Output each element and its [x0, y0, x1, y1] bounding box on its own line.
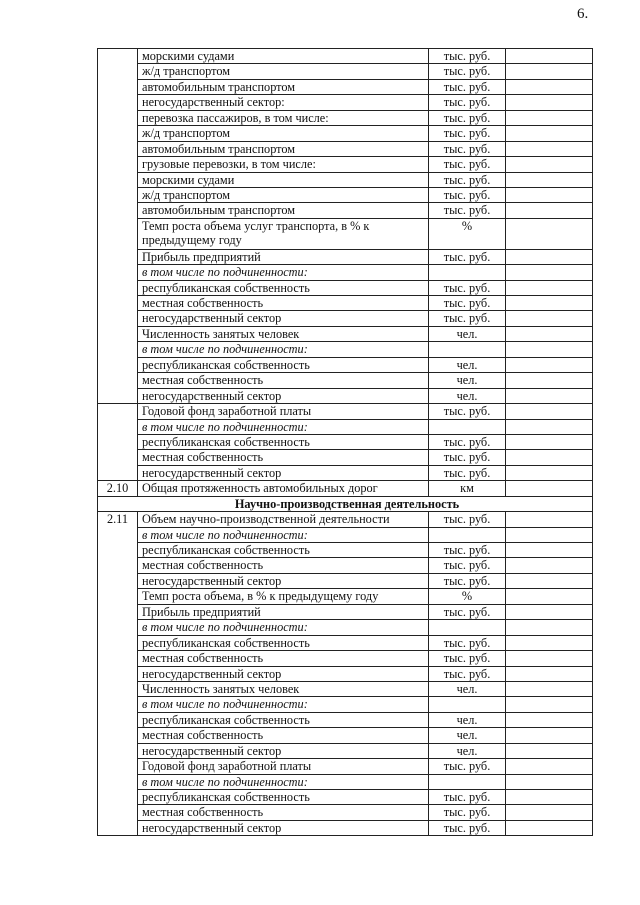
table-row	[98, 558, 593, 573]
indicator-name: негосударственный сектор	[138, 820, 429, 835]
unit-cell: тыс. руб.	[429, 187, 506, 202]
value-cell[interactable]	[506, 373, 593, 388]
value-cell[interactable]	[506, 404, 593, 419]
indicator-name: Общая протяженность автомобильных дорог	[138, 481, 429, 496]
unit-cell: тыс. руб.	[429, 805, 506, 820]
indicator-name: морскими судами	[138, 49, 429, 64]
section-header-row	[98, 496, 593, 511]
table-row	[98, 187, 593, 202]
table-row	[98, 820, 593, 835]
value-cell[interactable]	[506, 805, 593, 820]
value-cell[interactable]	[506, 527, 593, 542]
table-row	[98, 110, 593, 125]
indicator-name: местная собственность	[138, 728, 429, 743]
section-title: Научно-производственная деятельность	[98, 496, 593, 511]
unit-cell: тыс. руб.	[429, 512, 506, 527]
value-cell[interactable]	[506, 635, 593, 650]
table-row	[98, 651, 593, 666]
unit-cell: тыс. руб.	[429, 450, 506, 465]
value-cell[interactable]	[506, 681, 593, 696]
indicator-name: Прибыль предприятий	[138, 249, 429, 264]
value-cell[interactable]	[506, 296, 593, 311]
unit-cell: тыс. руб.	[429, 64, 506, 79]
table-row	[98, 604, 593, 619]
table-row	[98, 296, 593, 311]
indicator-name: местная собственность	[138, 450, 429, 465]
indicator-name: местная собственность	[138, 558, 429, 573]
unit-cell: чел.	[429, 712, 506, 727]
table-row	[98, 434, 593, 449]
unit-cell: чел.	[429, 743, 506, 758]
value-cell[interactable]	[506, 434, 593, 449]
unit-cell	[429, 265, 506, 280]
unit-cell: тыс. руб.	[429, 79, 506, 94]
page-number: 6.	[577, 6, 589, 22]
value-cell[interactable]	[506, 187, 593, 202]
unit-cell: тыс. руб.	[429, 95, 506, 110]
table-row	[98, 342, 593, 357]
item-number: 2.10	[98, 481, 138, 496]
value-cell[interactable]	[506, 589, 593, 604]
indicator-name: негосударственный сектор	[138, 666, 429, 681]
unit-cell: %	[429, 218, 506, 249]
value-cell[interactable]	[506, 728, 593, 743]
indicator-name: в том числе по подчиненности:	[138, 527, 429, 542]
table-row	[98, 512, 593, 527]
table-row	[98, 681, 593, 696]
table-row	[98, 280, 593, 295]
table-row	[98, 774, 593, 789]
indicator-name: местная собственность	[138, 805, 429, 820]
value-cell[interactable]	[506, 790, 593, 805]
indicator-name: республиканская собственность	[138, 434, 429, 449]
indicator-name: местная собственность	[138, 296, 429, 311]
table-row	[98, 404, 593, 419]
unit-cell: тыс. руб.	[429, 558, 506, 573]
value-cell[interactable]	[506, 157, 593, 172]
value-cell[interactable]	[506, 712, 593, 727]
unit-cell: тыс. руб.	[429, 296, 506, 311]
unit-cell: тыс. руб.	[429, 651, 506, 666]
value-cell[interactable]	[506, 450, 593, 465]
table-row	[98, 790, 593, 805]
table-row	[98, 79, 593, 94]
table-row	[98, 666, 593, 681]
indicator-name: республиканская собственность	[138, 712, 429, 727]
unit-cell: тыс. руб.	[429, 249, 506, 264]
indicator-name: в том числе по подчиненности:	[138, 419, 429, 434]
indicator-name: негосударственный сектор	[138, 573, 429, 588]
value-cell[interactable]	[506, 419, 593, 434]
table-row	[98, 481, 593, 496]
indicator-name: в том числе по подчиненности:	[138, 774, 429, 789]
indicator-name: Годовой фонд заработной платы	[138, 404, 429, 419]
unit-cell	[429, 419, 506, 434]
indicator-name: грузовые перевозки, в том числе:	[138, 157, 429, 172]
value-cell[interactable]	[506, 820, 593, 835]
indicator-name: ж/д транспортом	[138, 187, 429, 202]
unit-cell: тыс. руб.	[429, 666, 506, 681]
table-row	[98, 203, 593, 218]
table-row	[98, 635, 593, 650]
value-cell[interactable]	[506, 651, 593, 666]
value-cell[interactable]	[506, 543, 593, 558]
value-cell[interactable]	[506, 280, 593, 295]
table-row	[98, 728, 593, 743]
unit-cell: чел.	[429, 728, 506, 743]
value-cell[interactable]	[506, 743, 593, 758]
unit-cell: тыс. руб.	[429, 573, 506, 588]
unit-cell: км	[429, 481, 506, 496]
table-row	[98, 373, 593, 388]
value-cell[interactable]	[506, 465, 593, 480]
indicator-name: Темп роста объема, в % к предыдущему году	[138, 589, 429, 604]
value-cell[interactable]	[506, 357, 593, 372]
table-row	[98, 64, 593, 79]
indicator-name: республиканская собственность	[138, 790, 429, 805]
indicator-name: автомобильным транспортом	[138, 203, 429, 218]
value-cell[interactable]	[506, 666, 593, 681]
indicator-name: Численность занятых человек	[138, 681, 429, 696]
table-row	[98, 172, 593, 187]
value-cell[interactable]	[506, 604, 593, 619]
unit-cell: тыс. руб.	[429, 604, 506, 619]
indicator-name: в том числе по подчиненности:	[138, 620, 429, 635]
value-cell[interactable]	[506, 342, 593, 357]
indicators-table	[97, 48, 593, 836]
table-row	[98, 527, 593, 542]
value-cell[interactable]	[506, 49, 593, 64]
unit-cell: тыс. руб.	[429, 790, 506, 805]
indicator-name: автомобильным транспортом	[138, 79, 429, 94]
unit-cell: тыс. руб.	[429, 49, 506, 64]
unit-cell: тыс. руб.	[429, 820, 506, 835]
indicator-name: Прибыль предприятий	[138, 604, 429, 619]
value-cell[interactable]	[506, 64, 593, 79]
value-cell[interactable]	[506, 141, 593, 156]
value-cell[interactable]	[506, 218, 593, 249]
value-cell[interactable]	[506, 326, 593, 341]
value-cell[interactable]	[506, 79, 593, 94]
table-row	[98, 95, 593, 110]
table-row	[98, 326, 593, 341]
indicator-name: Численность занятых человек	[138, 326, 429, 341]
unit-cell	[429, 774, 506, 789]
indicator-name: местная собственность	[138, 373, 429, 388]
indicator-name: Годовой фонд заработной платы	[138, 759, 429, 774]
indicator-name: негосударственный сектор	[138, 743, 429, 758]
table-row	[98, 49, 593, 64]
table-row	[98, 141, 593, 156]
value-cell[interactable]	[506, 95, 593, 110]
value-cell[interactable]	[506, 512, 593, 527]
value-cell[interactable]	[506, 311, 593, 326]
item-number: 2.11	[98, 512, 138, 836]
unit-cell: чел.	[429, 681, 506, 696]
indicator-name: в том числе по подчиненности:	[138, 342, 429, 357]
unit-cell: чел.	[429, 388, 506, 403]
value-cell[interactable]	[506, 126, 593, 141]
value-cell[interactable]	[506, 774, 593, 789]
indicator-name: негосударственный сектор	[138, 388, 429, 403]
value-cell[interactable]	[506, 697, 593, 712]
value-cell[interactable]	[506, 759, 593, 774]
indicator-name: ж/д транспортом	[138, 126, 429, 141]
value-cell[interactable]	[506, 110, 593, 125]
value-cell[interactable]	[506, 388, 593, 403]
unit-cell: тыс. руб.	[429, 434, 506, 449]
indicator-name: автомобильным транспортом	[138, 141, 429, 156]
unit-cell: тыс. руб.	[429, 203, 506, 218]
unit-cell: тыс. руб.	[429, 543, 506, 558]
indicator-name: Объем научно-производственной деятельности	[138, 512, 429, 527]
indicator-name: республиканская собственность	[138, 280, 429, 295]
indicator-name: местная собственность	[138, 651, 429, 666]
unit-cell: тыс. руб.	[429, 311, 506, 326]
table-row	[98, 573, 593, 588]
value-cell[interactable]	[506, 172, 593, 187]
indicator-name: республиканская собственность	[138, 357, 429, 372]
table-row	[98, 126, 593, 141]
unit-cell	[429, 342, 506, 357]
table-row	[98, 805, 593, 820]
value-cell[interactable]	[506, 265, 593, 280]
table-row	[98, 620, 593, 635]
indicator-name: морскими судами	[138, 172, 429, 187]
unit-cell: тыс. руб.	[429, 280, 506, 295]
unit-cell	[429, 527, 506, 542]
table-row	[98, 543, 593, 558]
table-row	[98, 388, 593, 403]
unit-cell	[429, 697, 506, 712]
table-row	[98, 311, 593, 326]
unit-cell: чел.	[429, 326, 506, 341]
table-row	[98, 450, 593, 465]
table-row	[98, 759, 593, 774]
indicator-name: перевозка пассажиров, в том числе:	[138, 110, 429, 125]
value-cell[interactable]	[506, 481, 593, 496]
unit-cell: тыс. руб.	[429, 157, 506, 172]
indicator-name: негосударственный сектор	[138, 311, 429, 326]
value-cell[interactable]	[506, 249, 593, 264]
unit-cell: тыс. руб.	[429, 635, 506, 650]
unit-cell: тыс. руб.	[429, 759, 506, 774]
value-cell[interactable]	[506, 620, 593, 635]
table-row	[98, 697, 593, 712]
unit-cell: чел.	[429, 357, 506, 372]
unit-cell: тыс. руб.	[429, 126, 506, 141]
unit-cell: тыс. руб.	[429, 110, 506, 125]
indicator-name: негосударственный сектор	[138, 465, 429, 480]
table-row	[98, 357, 593, 372]
indicator-name: республиканская собственность	[138, 635, 429, 650]
unit-cell: чел.	[429, 373, 506, 388]
table-row	[98, 712, 593, 727]
table-row	[98, 157, 593, 172]
indicator-name: республиканская собственность	[138, 543, 429, 558]
indicator-name: негосударственный сектор:	[138, 95, 429, 110]
table-row	[98, 419, 593, 434]
indicator-name: Темп роста объема услуг транспорта, в % к предыдущему году	[138, 218, 429, 249]
unit-cell	[429, 620, 506, 635]
item-number	[98, 49, 138, 404]
unit-cell: тыс. руб.	[429, 172, 506, 187]
unit-cell: тыс. руб.	[429, 465, 506, 480]
table-row	[98, 249, 593, 264]
value-cell[interactable]	[506, 558, 593, 573]
item-number	[98, 404, 138, 481]
value-cell[interactable]	[506, 573, 593, 588]
indicator-name: ж/д транспортом	[138, 64, 429, 79]
unit-cell: тыс. руб.	[429, 141, 506, 156]
value-cell[interactable]	[506, 203, 593, 218]
indicator-name: в том числе по подчиненности:	[138, 265, 429, 280]
table-row	[98, 265, 593, 280]
table-row	[98, 465, 593, 480]
table-row	[98, 218, 593, 249]
indicator-name: в том числе по подчиненности:	[138, 697, 429, 712]
table-row	[98, 589, 593, 604]
unit-cell: тыс. руб.	[429, 404, 506, 419]
unit-cell: %	[429, 589, 506, 604]
table-row	[98, 743, 593, 758]
